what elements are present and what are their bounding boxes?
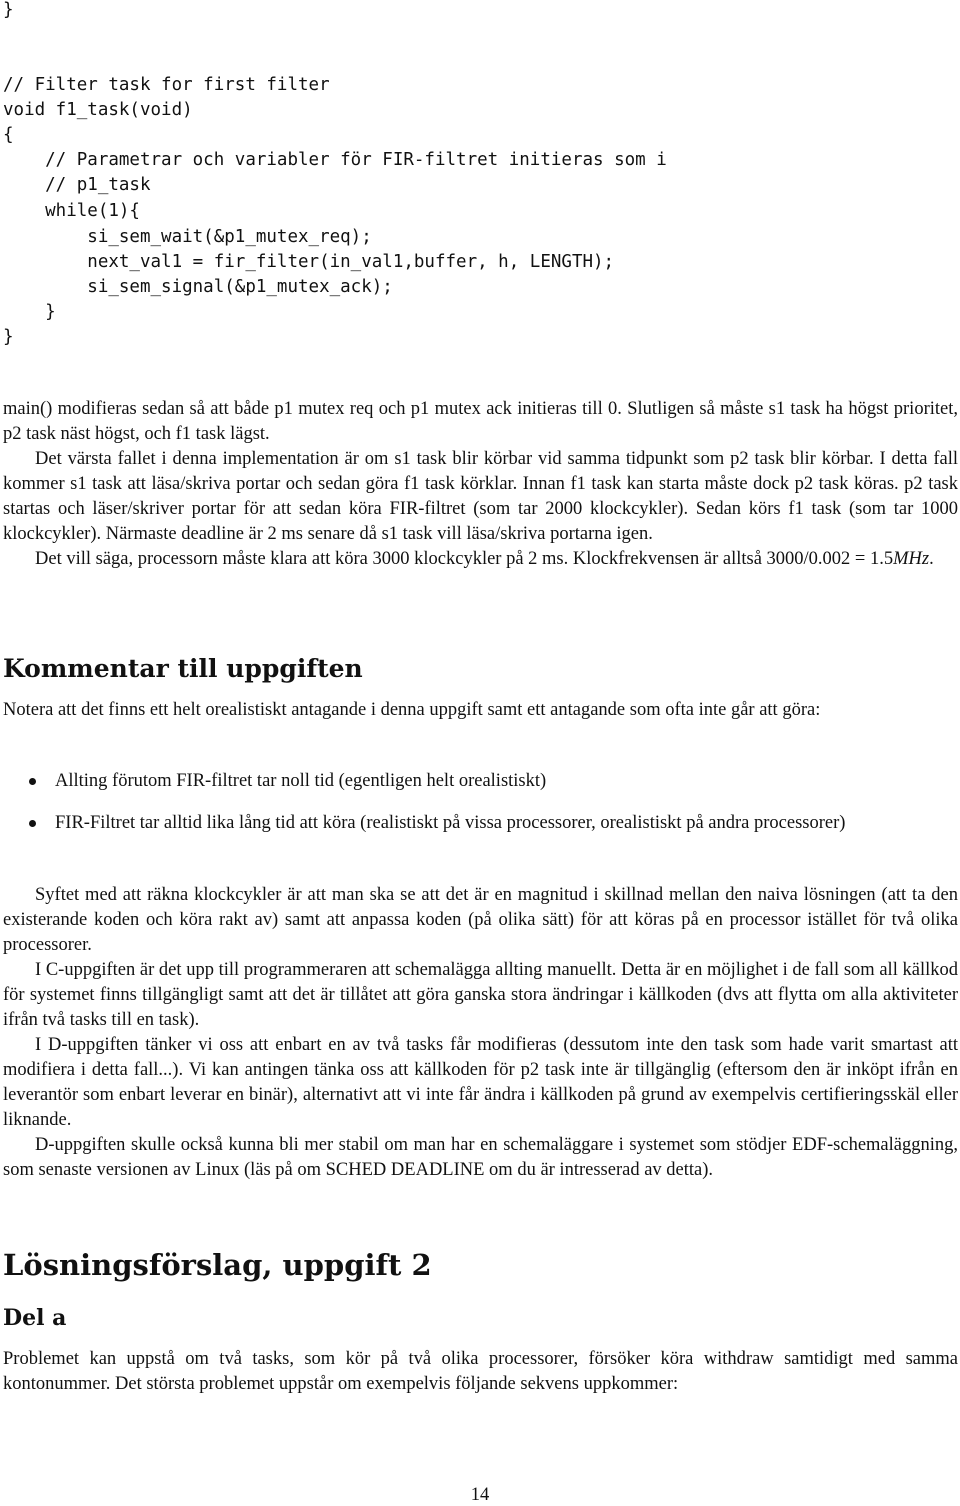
comment-paragraph: D-uppgiften skulle också kunna bli mer stabil om man har en schemaläggare i systemet som stödjer EDF-schemaläggning, som senaste versionen av Linux (läs på om SCHED DEADLINE om du är intresserad av detta).	[3, 1135, 958, 1180]
code-line: while(1){	[3, 201, 140, 221]
comment-paragraph: I C-uppgiften är det upp till programmeraren att schemalägga allting manuellt. Detta är en möjlighet i de fall som all källkod för systemet finns tillgängligt samt att det är tillåtet att göra ganska stora ändringar i källkoden (dvs att flytta om alla aktiviteter ifrån två tasks till en task).	[3, 960, 958, 1030]
unit-math: MHz	[893, 549, 930, 569]
clock-calc-text: Det vill säga, processorn måste klara att köra 3000 klockcykler på 2 ms. Klockfrekvensen är alltså 3000/0.002 = 1.5	[35, 549, 894, 569]
solution-body	[3, 1347, 958, 1397]
comment-paragraph: I D-uppgiften tänker vi oss att enbart en av två tasks får modifieras (dessutom inte den task som hade varit smartast att modifiera i detta fall...). Vi kan antingen tänka oss att källkoden för p2 task inte är tillgänglig (eftersom den är inköpt ifrån en leverantör som enbart leverar en binär), alternativt att vi inte får ändra i källkoden på grund av exempelvis certifieringsskäl eller liknande.	[3, 1035, 958, 1130]
solution-heading: Lösningsförslag, uppgift 2	[3, 1248, 432, 1282]
period: .	[929, 549, 934, 569]
page-number: 14	[470, 1485, 490, 1505]
code-line: void f1_task(void)	[3, 100, 193, 120]
comment-paragraph: Syftet med att räkna klockcykler är att man ska se att det är en magnitud i skillnad mellan den naiva lösningen (att ta den existerande koden och köra rakt av) samt att anpassa koden (på olika sätt) för att köras på en processor istället för två olika processorer.	[3, 885, 958, 955]
code-line: si_sem_wait(&p1_mutex_req);	[3, 227, 372, 247]
comment-lead	[3, 698, 958, 723]
intro-paragraph: Det värsta fallet i denna implementation är om s1 task blir körbar vid samma tidpunkt som p2 task blir körbar. I detta fall kommer s1 task att läsa/skriva portar och sedan göra f1 task körklar. Innan f1 task kan starta måste dock p2 task köras. p2 task startas och läser/skriver portar för att sedan köra FIR-filtret (som tar 2000 klockcykler). Sedan körs f1 task (som tar 1000 klockcykler). Närmaste deadline är 2 ms senare då s1 task vill läsa/skriva portarna igen.	[3, 449, 958, 544]
list-item-text: FIR-Filtret tar alltid lika lång tid att köra (realistiskt på vissa processorer, orealistiskt på andra processorer)	[55, 813, 846, 833]
list-item	[0, 811, 958, 836]
code-line: }	[3, 302, 56, 322]
list-item	[0, 769, 958, 794]
code-line: // Filter task for first filter	[3, 75, 330, 95]
comment-lead-paragraph: Notera att det finns ett helt orealistiskt antagande i denna uppgift samt ett antagande som ofta inte går att göra:	[3, 700, 821, 720]
bullet-icon	[29, 820, 36, 827]
comment-heading: Kommentar till uppgiften	[3, 654, 363, 683]
code-line: // Parametrar och variabler för FIR-filtret initieras som i	[3, 150, 667, 170]
intro-text	[3, 397, 958, 572]
list-item-text: Allting förutom FIR-filtret tar noll tid (egentligen helt orealistiskt)	[55, 771, 547, 791]
intro-paragraph: main() modifieras sedan så att både p1 mutex req och p1 mutex ack initieras till 0. Slutligen så måste s1 task ha högst prioritet, p2 task näst högst, och f1 task lägst.	[3, 399, 958, 444]
comment-body	[3, 883, 958, 1183]
assumption-list	[0, 769, 958, 836]
code-line: {	[3, 125, 14, 145]
code-line: }	[3, 327, 14, 347]
solution-subheading: Del a	[3, 1305, 67, 1331]
code-line: next_val1 = fir_filter(in_val1,buffer, h, LENGTH);	[3, 252, 615, 272]
intro-paragraph	[3, 547, 958, 572]
code-line: si_sem_signal(&p1_mutex_ack);	[3, 277, 393, 297]
solution-paragraph: Problemet kan uppstå om två tasks, som kör på två olika processorer, försöker köra withdraw samtidigt med samma kontonummer. Det största problemet uppstår om exempelvis följande sekvens uppkommer:	[3, 1349, 958, 1394]
bullet-icon	[29, 778, 36, 785]
code-line: }	[3, 0, 14, 20]
code-line: // p1_task	[3, 175, 151, 195]
